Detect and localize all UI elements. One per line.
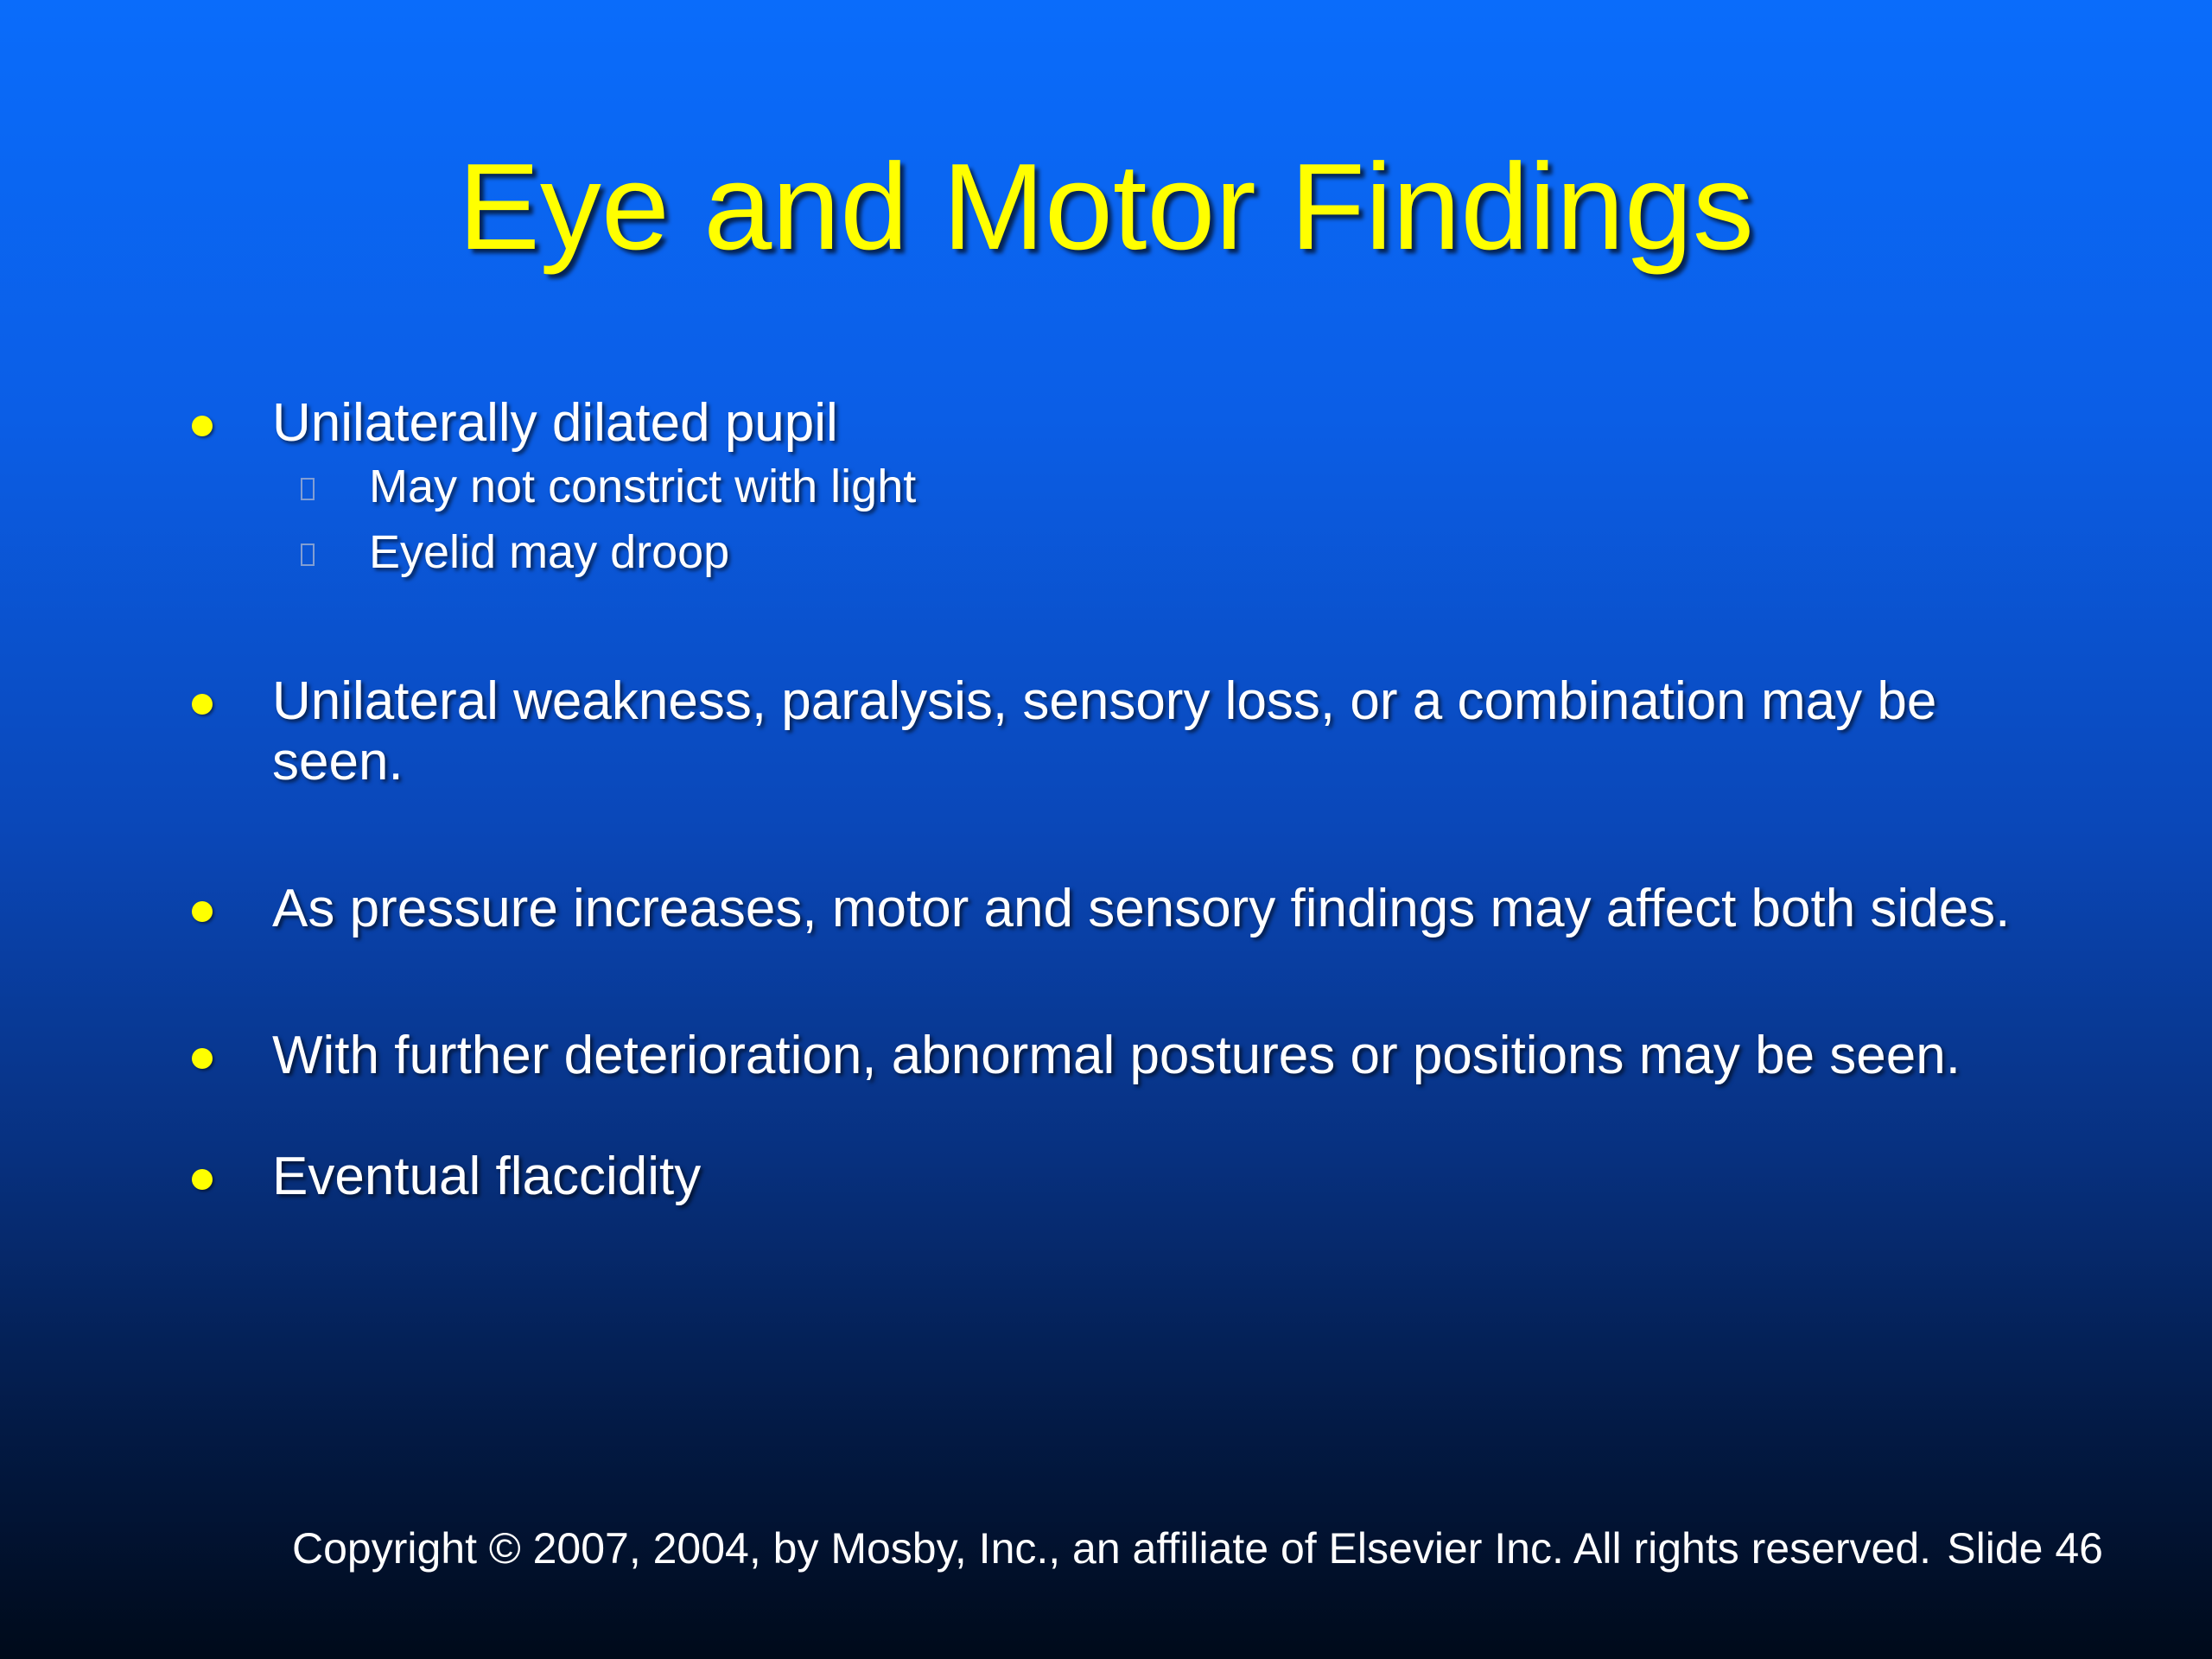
slide-number: Slide 46 <box>1947 1524 2103 1573</box>
bullet-list <box>186 393 2044 1207</box>
sub-bullet-text: May not constrict with light <box>369 461 917 512</box>
bullet-dot-icon <box>192 1169 213 1190</box>
bullet-text: Unilateral weakness, paralysis, sensory loss, or a combination may be seen. <box>272 671 1937 791</box>
sub-bullet-item <box>186 454 2044 519</box>
sub-bullet-icon <box>301 543 315 566</box>
bullet-text: Eventual flaccidity <box>272 1147 702 1206</box>
bullet-text: As pressure increases, motor and sensory findings may affect both sides. <box>272 879 2011 938</box>
sub-bullet-text: Eyelid may droop <box>369 526 730 578</box>
bullet-item <box>186 393 2044 454</box>
bullet-dot-icon <box>192 901 213 922</box>
bullet-text: With further deterioration, abnormal postures or positions may be seen. <box>272 1026 1961 1085</box>
slide-title: Eye and Motor Findings <box>458 138 1754 276</box>
bullet-dot-icon <box>192 1048 213 1069</box>
bullet-dot-icon <box>192 694 213 715</box>
sub-bullet-item <box>186 519 2044 585</box>
bullet-item <box>186 1147 2044 1207</box>
bullet-dot-icon <box>192 416 213 436</box>
sub-bullet-icon <box>301 478 315 500</box>
bullet-item <box>186 671 2044 792</box>
bullet-item <box>186 1026 2044 1086</box>
copyright-footer: Copyright © 2007, 2004, by Mosby, Inc., an affiliate of Elsevier Inc. All rights reserved. <box>292 1524 1932 1573</box>
bullet-text: Unilaterally dilated pupil <box>272 393 838 453</box>
bullet-item <box>186 879 2044 939</box>
